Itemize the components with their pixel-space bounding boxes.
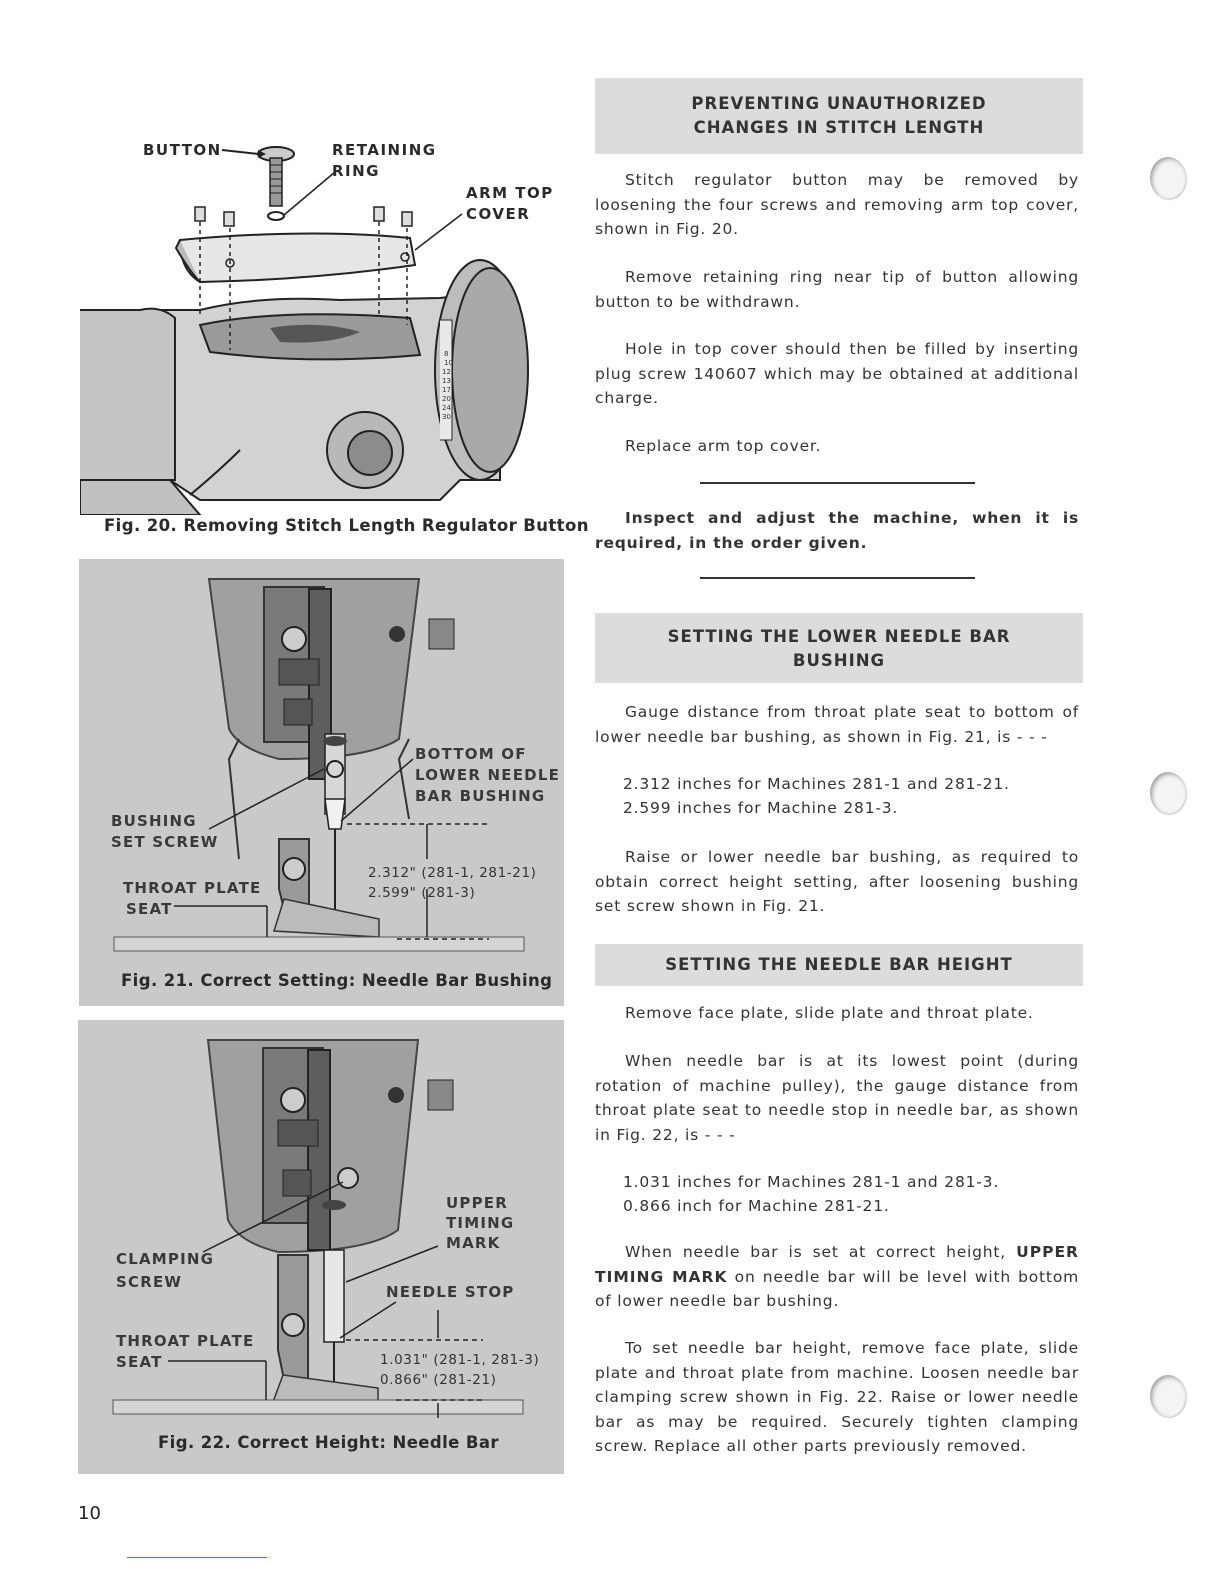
- label-timing: TIMING: [446, 1214, 515, 1232]
- heading-line-1: SETTING THE LOWER NEEDLE BAR: [667, 627, 1011, 646]
- spec-line: 2.599 inches for Machine 281-3.: [623, 799, 899, 817]
- heading-line-2: BUSHING: [792, 651, 886, 670]
- figure-21-caption-text: Correct Setting: Needle Bar Bushing: [200, 971, 553, 990]
- spec-line: 1.031 inches for Machines 281-1 and 281-3.: [623, 1173, 1000, 1191]
- dial-number: 12: [442, 368, 451, 376]
- label-clamping: CLAMPING: [116, 1250, 215, 1268]
- measurement-2599: 2.599" (281-3): [368, 885, 476, 901]
- binder-hole: [1150, 772, 1186, 814]
- measurement-1031: 1.031" (281-1, 281-3): [380, 1352, 540, 1368]
- section-heading-needle-bar-height: [595, 944, 1083, 986]
- label-set-screw: SET SCREW: [111, 833, 219, 851]
- label-lower-needle: LOWER NEEDLE: [415, 766, 561, 784]
- text: on needle bar will be level with bottom of lower needle bar bushing.: [595, 1267, 1079, 1310]
- paragraph: Remove retaining ring near tip of button allowing button to be withdrawn.: [595, 268, 1079, 311]
- binder-hole: [1150, 157, 1186, 199]
- page-number: 10: [78, 1503, 101, 1524]
- figure-21-caption-number: Fig. 21.: [121, 971, 195, 990]
- label-upper: UPPER: [446, 1194, 508, 1212]
- section-heading-preventing-changes: [595, 78, 1083, 154]
- emphasis-upper-timing-mark: UPPER TIMING MARK: [595, 1243, 1079, 1286]
- figure-21-caption: [121, 971, 552, 990]
- label-arm-top-cover-line1: ARM TOP: [466, 184, 554, 202]
- text: When needle bar is set at correct height,: [625, 1243, 1007, 1261]
- label-needle-stop: NEEDLE STOP: [386, 1283, 515, 1301]
- label-seat: SEAT: [116, 1353, 163, 1371]
- figure-20-caption-text: Removing Stitch Length Regulator Button: [183, 516, 589, 535]
- paragraph: To set needle bar height, remove face plate, slide plate and throat plate from machine. Loosen needle bar clamping screw shown in Fig. 22. Raise or lower needle bar as may be required. Securely tighten clamping screw. Replace all other parts previously removed.: [595, 1339, 1079, 1455]
- label-bottom-of: BOTTOM OF: [415, 745, 527, 763]
- paragraph: When needle bar is at its lowest point (during rotation of machine pulley), the gauge distance from throat plate seat to needle stop in needle bar, as shown in Fig. 22, is - - -: [595, 1052, 1079, 1144]
- divider-rule: [700, 577, 975, 579]
- label-seat: SEAT: [126, 900, 173, 918]
- measurement-0866: 0.866" (281-21): [380, 1372, 497, 1388]
- heading-line-1: PREVENTING UNAUTHORIZED: [691, 94, 987, 113]
- paragraph-upper-timing-mark: [595, 1240, 1079, 1314]
- section-heading-lower-needle-bar-bushing: [595, 613, 1083, 683]
- dial-number: 17: [442, 386, 451, 394]
- figure-22-caption: [158, 1433, 499, 1452]
- paragraph: Raise or lower needle bar bushing, as required to obtain correct height setting, after loosening bushing set screw shown in Fig. 21.: [595, 848, 1079, 915]
- figure-20-caption: [104, 516, 589, 535]
- label-bar-bushing: BAR BUSHING: [415, 787, 546, 805]
- figure-21: [79, 559, 564, 1006]
- spec-line: 2.312 inches for Machines 281-1 and 281-21.: [623, 775, 1010, 793]
- figure-20: [80, 120, 560, 515]
- measurement-2312: 2.312" (281-1, 281-21): [368, 865, 537, 881]
- inspect-note: Inspect and adjust the machine, when it is required, in the order given.: [595, 509, 1079, 552]
- label-throat-plate: THROAT PLATE: [116, 1332, 255, 1350]
- label-mark: MARK: [446, 1234, 501, 1252]
- label-bushing: BUSHING: [111, 812, 197, 830]
- dial-number: 10: [444, 359, 453, 367]
- footer-line: [127, 1557, 267, 1558]
- dial-number: 13: [442, 377, 451, 385]
- figure-22: [78, 1020, 564, 1474]
- spec-line: 0.866 inch for Machine 281-21.: [623, 1197, 890, 1215]
- divider-rule: [700, 482, 975, 484]
- label-button: BUTTON: [143, 141, 222, 159]
- heading-line: SETTING THE NEEDLE BAR HEIGHT: [665, 955, 1013, 974]
- binder-hole: [1150, 1375, 1186, 1417]
- paragraph: Remove face plate, slide plate and throat plate.: [625, 1004, 1034, 1022]
- paragraph: Gauge distance from throat plate seat to bottom of lower needle bar bushing, as shown in Fig. 21, is - - -: [595, 703, 1079, 746]
- paragraph: Hole in top cover should then be filled by inserting plug screw 140607 which may be obtained at additional charge.: [595, 340, 1079, 407]
- label-screw: SCREW: [116, 1273, 183, 1291]
- figure-22-caption-number: Fig. 22.: [158, 1433, 232, 1452]
- dial-number: 8: [444, 350, 449, 358]
- paragraph: Replace arm top cover.: [625, 437, 822, 455]
- label-retaining-ring-line1: RETAINING: [332, 141, 437, 159]
- machine-arm-illustration: [80, 120, 560, 515]
- label-throat-plate: THROAT PLATE: [123, 879, 262, 897]
- dial-number: 20: [442, 395, 451, 403]
- figure-20-caption-number: Fig. 20.: [104, 516, 178, 535]
- label-arm-top-cover-line2: COVER: [466, 205, 531, 223]
- label-retaining-ring-line2: RING: [332, 162, 380, 180]
- paragraph: Stitch regulator button may be removed by loosening the four screws and removing arm top cover, shown in Fig. 20.: [595, 171, 1079, 238]
- dial-number: 24: [442, 404, 451, 412]
- figure-22-caption-text: Correct Height: Needle Bar: [237, 1433, 499, 1452]
- heading-line-2: CHANGES IN STITCH LENGTH: [693, 118, 985, 137]
- dial-number: 30: [442, 413, 451, 421]
